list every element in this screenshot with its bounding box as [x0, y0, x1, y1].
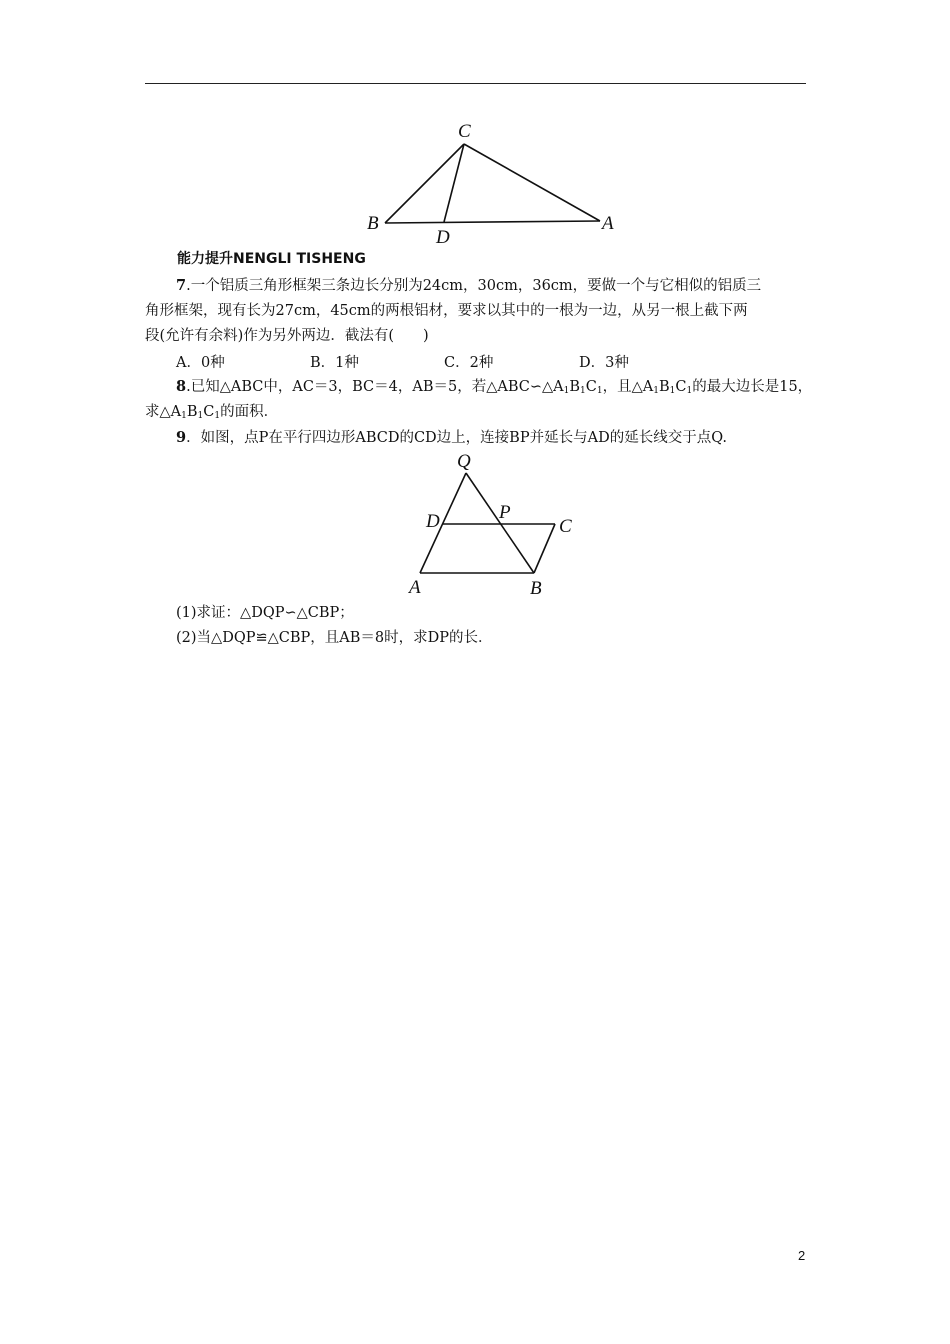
q8-line2 — [145, 402, 278, 426]
q7-choices — [176, 351, 736, 371]
q7-choice-b: B．1种 — [310, 355, 359, 371]
triangle-abc-figure — [360, 115, 630, 250]
q9-text1: ．如图，点P在平行四边形ABCD的CD边上，连接BP并延长与AD的延长线交于点Q. — [186, 430, 727, 446]
q7-line3: 段(允许有余料)作为另外两边．截法有( ) — [145, 328, 429, 344]
q9-number: 9 — [176, 429, 187, 446]
label-c: C — [458, 121, 471, 142]
segment-cd — [444, 144, 464, 222]
side-ba — [385, 221, 600, 223]
subscript: 1 — [653, 386, 659, 396]
side-bc — [534, 524, 555, 573]
header-rule — [145, 83, 806, 84]
subscript: 1 — [214, 411, 221, 421]
q8-text1a: .已知△ABC中，AC＝3，BC＝4，AB＝5，若△ABC∽△A — [186, 379, 564, 395]
q8-text1c: C — [585, 379, 597, 395]
side-ca — [464, 144, 600, 221]
q7-line1 — [176, 276, 761, 296]
label-d: D — [426, 511, 440, 532]
label-b: B — [367, 213, 379, 234]
q7-choice-d: D．3种 — [579, 355, 629, 371]
q7-choice-a: A．0种 — [176, 355, 225, 371]
q9-part2: (2)当△DQP≌△CBP，且AB＝8时，求DP的长． — [176, 630, 493, 646]
q8-text1g: 的最大边长是15， — [692, 379, 813, 395]
label-a: A — [409, 577, 421, 598]
q8-line1 — [176, 377, 812, 401]
label-p: P — [499, 502, 511, 523]
subscript: 1 — [197, 411, 204, 421]
q7-number: 7 — [176, 277, 187, 294]
side-cb — [385, 144, 464, 223]
q7-text1: .一个铝质三角形框架三条边长分别为24cm，30cm，36cm，要做一个与它相似的铝质三 — [186, 278, 762, 294]
q8-text1d: ，且△A — [602, 379, 654, 395]
q8-text1f: C — [675, 379, 687, 395]
label-q: Q — [457, 451, 471, 472]
q9-line1 — [176, 428, 727, 448]
q7-choice-c: C．2种 — [444, 355, 494, 371]
subscript: 1 — [596, 386, 603, 396]
label-b: B — [530, 578, 542, 599]
subscript: 1 — [686, 386, 693, 396]
q8-text1e: B — [658, 379, 670, 395]
parallelogram-figure — [400, 448, 590, 603]
page-number: 2 — [798, 1248, 806, 1263]
subscript: 1 — [563, 386, 570, 396]
q8-text2d: 的面积． — [220, 404, 279, 420]
q8-text2b: B — [186, 404, 198, 420]
section-title: 能力提升NENGLI TISHENG — [177, 251, 366, 267]
subscript: 1 — [580, 386, 586, 396]
q8-number: 8 — [176, 378, 187, 395]
label-a: A — [602, 213, 614, 234]
label-d: D — [436, 227, 450, 248]
q9-part1: (1)求证：△DQP∽△CBP； — [176, 605, 354, 621]
q8-text2a: 求△A — [145, 404, 182, 420]
q7-line2: 角形框架，现有长为27cm，45cm的两根铝材，要求以其中的一根为一边，从另一根上截下两 — [145, 303, 748, 319]
subscript: 1 — [669, 386, 676, 396]
q8-text2c: C — [203, 404, 215, 420]
label-c: C — [559, 516, 572, 537]
q8-text1b: B — [569, 379, 581, 395]
subscript: 1 — [181, 411, 187, 421]
line-q-b — [466, 473, 534, 573]
